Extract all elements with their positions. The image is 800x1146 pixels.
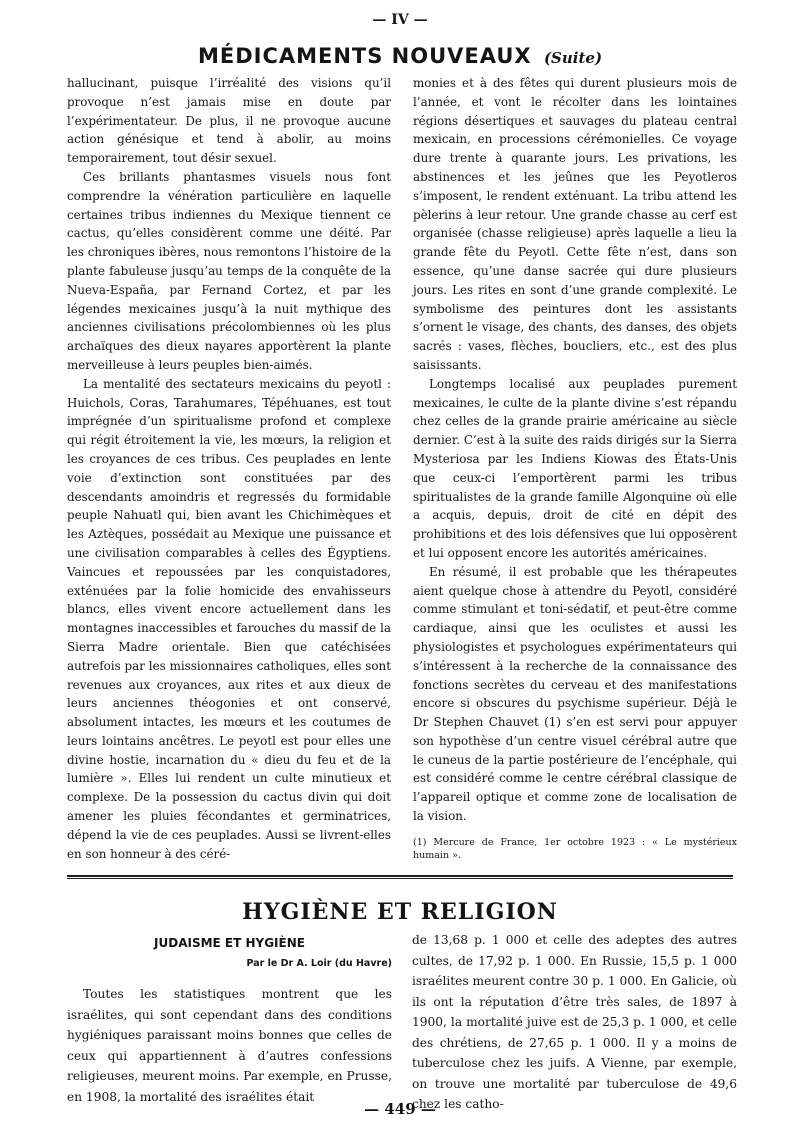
running-title	[0, 44, 800, 68]
paragraph: monies et à des fêtes qui durent plusieurs mois de l’année, et vont le récolter dans les lointaines régions désertiques et sauvages du plateau central mexicain, en processions cérémonielles. Ce voyage dure trente à quarante jours. Les privations, les abstinences et les jeûnes que les Peyotleros s’imposent, le rendent exténuant. La tribu attend les pèlerins à leur retour. Une grande chasse au cerf est organisée (chasse religieuse) après laquelle a lieu la grande fête du Peyotl. Cette fête n’est, dans son essence, qu’une danse sacrée qui dure plusieurs jours. Les rites en sont d’une grande complexité. Le symbolisme des peintures dont les assistants s’ornent le visage, des chants, des danses, des objets sacrés : vases, flèches, boucliers, etc., est des plus saisissants.	[413, 76, 737, 372]
paragraph: La mentalité des sectateurs mexicains du peyotl : Huichols, Coras, Tarahumares, Tépéhuanes, est tout imprégnée d’un spiritualisme profond et complexe qui régit étroitement la vie, les mœurs, la religion et les croyances de ces tribus. Ces peuplades en lente voie d’extinction sont constituées par des descendants amoindris et regressés du formidable peuple Nahuatl qui, bien avant les Chichimèques et les Aztèques, possédait au Mexique une puissance et une civilisation comparables à celles des Égyptiens. Vaincues et repoussées par les conquistadores, exténuées par la folie homicide des envahisseurs blancs, elles vivent encore actuellement dans les montagnes inaccessibles et farouches du massif de la Sierra Madre orientale. Bien que catéchisées autrefois par les missionnaires catholiques, elles sont revenues aux croyances, aux rites et aux dieux de leurs anciennes théogonies et ont conservé, absolument intactes, les mœurs et les coutumes de leurs lointains ancêtres. Le peyotl est pour elles une divine hostie, incarnation du « dieu du feu et de la lumière ». Elles lui rendent un culte minutieux et complexe. De la possession du cactus divin qui doit amener les pluies fécondantes et germinatrices, dépend la vie de ces peuplades. Aussi se livrent-elles en son honneur à des céré-	[67, 376, 391, 861]
paragraph: hallucinant, puisque l’irréalité des visions qu’il provoque n’est jamais mise en doute par l’expérimentateur. De plus, il ne provoque aucune action génésique et tend à abolir, au moins temporairement, tout désir sexuel.	[67, 76, 391, 166]
article-byline: Par le Dr A. Loir (du Havre)	[246, 958, 392, 969]
page-number: — 449 —	[364, 1100, 436, 1118]
paragraph: En résumé, il est probable que les thérapeutes aient quelque chose à attendre du Peyotl, considéré comme stimulant et toni-sédatif, et peut-être comme cardiaque, ainsi que les oculistes et aussi les physiologistes et psychologues expérimentateurs qui s’intéressent à la recherche de la connaissance des fonctions secrètes du cerveau et des manifestations encore si obscures du psychisme supérieur. Déjà le Dr Stephen Chauvet (1) s’en est servi pour appuyer son hypothèse d’un centre visuel cérébral autre que le cuneus de la partie postérieure de l’encéphale, qui est considéré comme le centre cérébral classique de l’appareil optique et comme zone de localisation de la vision.	[413, 564, 737, 824]
top-article-right-column	[413, 74, 737, 862]
bottom-article-right-column	[412, 930, 737, 1115]
paragraph: de 13,68 p. 1 000 et celle des adeptes des autres cultes, de 17,92 p. 1 000. En Russie, 15,5 p. 1 000 israélites meurent contre 30 p. 1 000. En Galicie, où ils ont la réputation d’être très sales, de 1897 à 1900, la mortalité juive est de 25,3 p. 1 000, et celle des chrétiens, de 27,65 p. 1 000. Il y a moins de tuberculose chez les juifs. A Vienne, par exemple, on trouve une mortalité par tuberculose de 49,6 chez les catho-	[412, 933, 737, 1111]
paragraph: Ces brillants phantasmes visuels nous font comprendre la vénération particulière en laquelle certaines tribus indiennes du Mexique tiennent ce cactus, qu’elles considèrent comme une déité. Par les chroniques ibères, nous remontons l’histoire de la plante fabuleuse jusqu’au temps de la conquête de la Nueva-España, par Fernand Cortez, et par les légendes mexicaines jusqu’à la nuit mythique des anciennes civilisations précolombiennes où les plus archaïques des dieux nayares apportèrent la plante merveilleuse à leurs peuples bien-aimés.	[67, 169, 391, 372]
top-article-left-column	[67, 74, 391, 863]
article-title: JUDAISME ET HYGIÈNE	[154, 936, 305, 950]
paragraph: Toutes les statistiques montrent que les israélites, qui sont cependant dans des conditions hygiéniques paraissant moins bonnes que celles de ceux qui appartiennent à d’autres confessions religieuses, meurent moins. Par exemple, en Prusse, en 1908, la mortalité des israélites était	[67, 987, 392, 1104]
footnote: (1) Mercure de France, 1er octobre 1923 : « Le mystérieux humain ».	[413, 836, 737, 861]
paragraph: Longtemps localisé aux peuplades purement mexicaines, le culte de la plante divine s’est répandu chez celles de la grande prairie américaine au siècle dernier. C’est à la suite des raids dirigés sur la Sierra Mysteriosa par les Indiens Kiowas des États-Unis que ceux-ci l’emportèrent parmi les tribus spiritualistes de la grande famille Algonquine où elle a acquis, depuis, droit de cité en dépit des prohibitions et des lois défensives que lui opposèrent et lui opposent encore les autorités américaines.	[413, 376, 737, 560]
running-title-text: MÉDICAMENTS NOUVEAUX	[197, 44, 532, 68]
section-divider	[67, 875, 733, 879]
bottom-article-left-column	[67, 930, 392, 1107]
top-page-label: — IV —	[372, 12, 428, 28]
running-title-suffix: (Suite)	[543, 49, 603, 67]
section-title: HYGIÈNE ET RELIGION	[242, 899, 558, 925]
